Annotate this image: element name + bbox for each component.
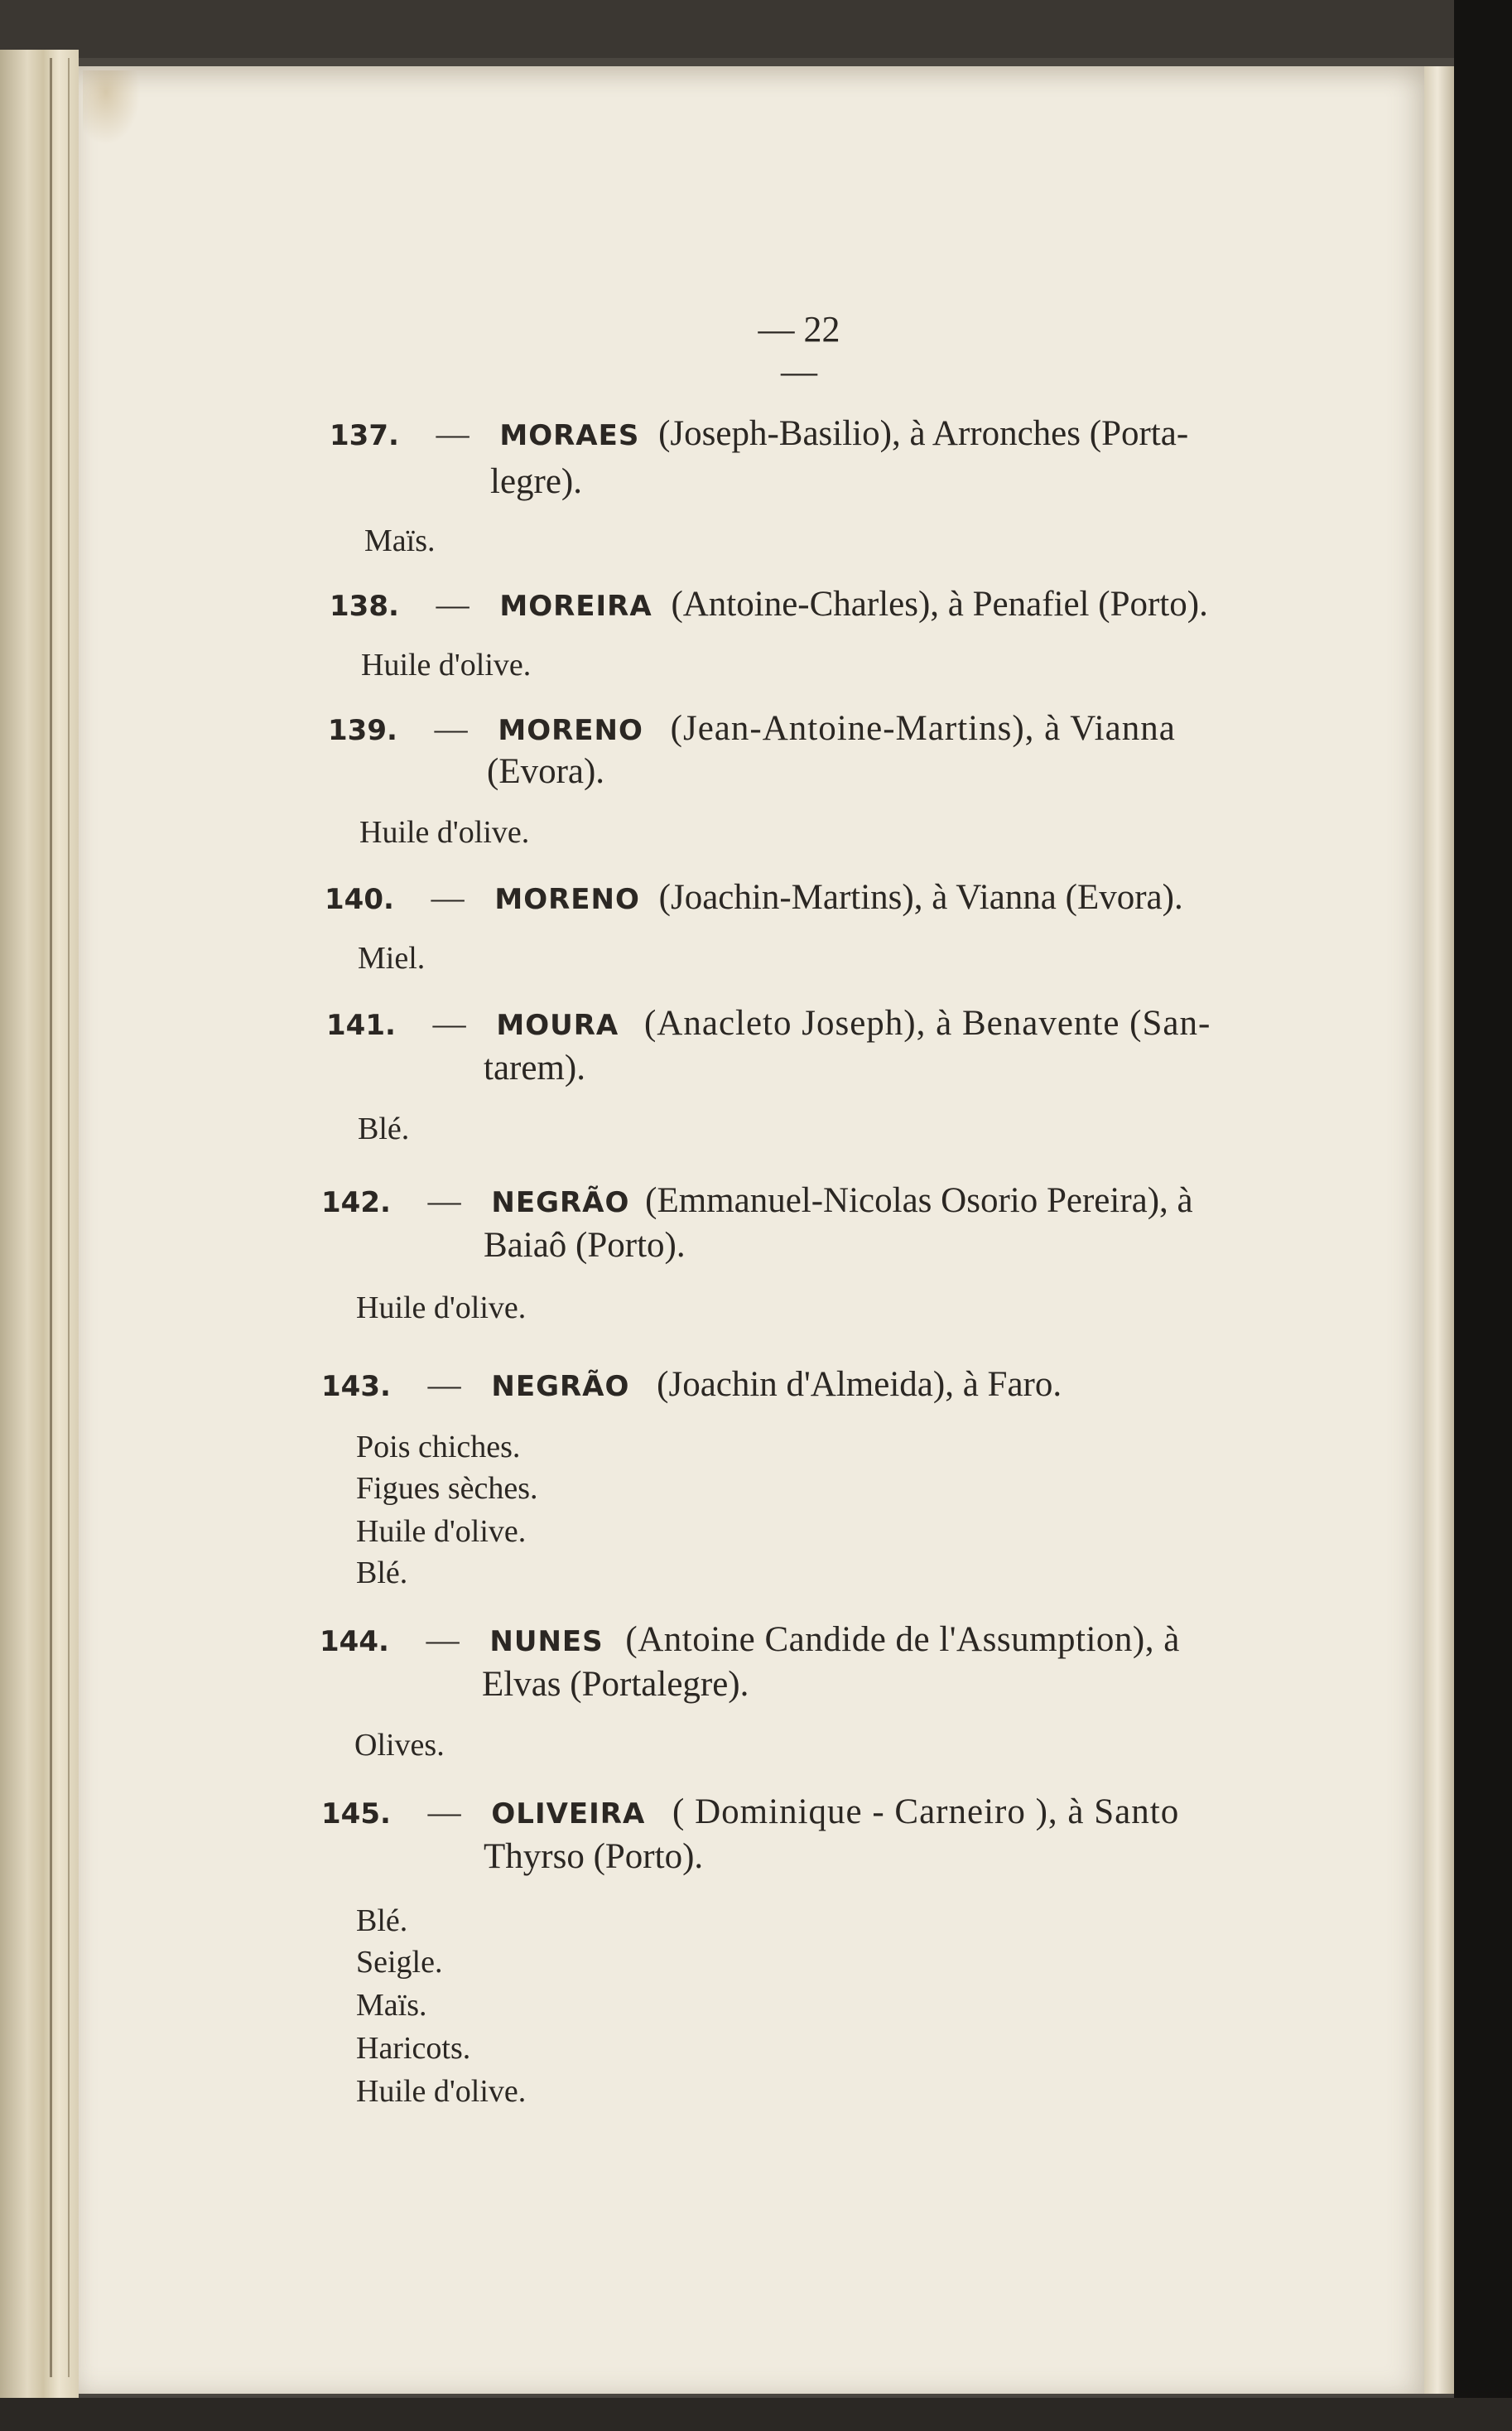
product-item: Seigle.: [356, 1945, 443, 1980]
binding-edge-line: [50, 58, 52, 2377]
entry-heading: [321, 1367, 1062, 1402]
entry-dash: —: [436, 415, 469, 452]
entry-continuation: Baiaô (Porto).: [484, 1226, 686, 1265]
exhibitor-name: OLIVEIRA: [491, 1797, 646, 1830]
entry-number: 144.: [320, 1625, 389, 1658]
entry-number: 137.: [330, 419, 399, 452]
exhibitor-details: (Joseph-Basilio), à Arronches (Porta-: [658, 414, 1189, 453]
entry-continuation: tarem).: [484, 1049, 585, 1088]
paper-stain: [83, 70, 141, 145]
entry-dash: —: [431, 879, 465, 916]
exhibitor-details: (Joachin d'Almeida), à Faro.: [657, 1365, 1062, 1404]
product-item: Blé.: [356, 1903, 408, 1938]
entry-heading: [325, 880, 1183, 915]
product-item: Maïs.: [356, 1988, 427, 2023]
product-item: Olives.: [354, 1728, 445, 1763]
entry-number: 145.: [321, 1797, 391, 1830]
entry-dash: —: [426, 1621, 460, 1658]
entry-continuation: Thyrso (Porto).: [484, 1837, 704, 1876]
product-item: Huile d'olive.: [361, 648, 532, 683]
product-item: Huile d'olive.: [356, 1290, 527, 1325]
entry-heading: [320, 1622, 1180, 1657]
exhibitor-name: NUNES: [489, 1625, 604, 1658]
entry-dash: —: [436, 586, 469, 623]
exhibitor-details: ( Dominique - Carneiro ), à Santo: [672, 1792, 1180, 1831]
product-item: Maïs.: [364, 523, 436, 558]
entry-heading: [328, 711, 1176, 746]
exhibitor-details: (Antoine-Charles), à Penafiel (Porto).: [671, 585, 1208, 624]
entry-number: 141.: [326, 1009, 396, 1042]
entry-dash: —: [427, 1366, 461, 1403]
entry-dash: —: [432, 1005, 466, 1042]
entry-continuation: (Evora).: [487, 752, 605, 791]
entry-heading: [321, 1794, 1179, 1830]
entry-dash: —: [427, 1793, 461, 1830]
product-item: Figues sèches.: [356, 1471, 538, 1506]
entry-number: 138.: [330, 590, 399, 623]
exhibitor-details: (Jean-Antoine-Martins), à Vianna: [670, 709, 1176, 748]
entry-number: 143.: [321, 1370, 391, 1403]
entry-dash: —: [427, 1182, 461, 1219]
scan-background-top: [0, 0, 1512, 58]
product-item: Huile d'olive.: [356, 2074, 527, 2109]
entry-number: 142.: [321, 1186, 391, 1219]
product-item: Haricots.: [356, 2031, 471, 2066]
exhibitor-details: (Emmanuel-Nicolas Osorio Pereira), à: [645, 1181, 1193, 1220]
entry-heading: [330, 416, 1323, 451]
page-number: — 22 —: [758, 309, 840, 392]
product-item: Pois chiches.: [356, 1430, 521, 1464]
entry-heading: [321, 1183, 1193, 1218]
exhibitor-name: MOREIRA: [499, 590, 652, 623]
entry-heading: [326, 1006, 1211, 1041]
exhibitor-name: MORENO: [494, 883, 640, 916]
entry-heading: [330, 586, 1208, 622]
scan-background-bottom: [0, 2398, 1512, 2431]
page-edge: [1424, 66, 1457, 2394]
exhibitor-name: NEGRÃO: [491, 1186, 630, 1219]
exhibitor-details: (Anacleto Joseph), à Benavente (San-: [643, 1004, 1211, 1043]
entry-continuation: legre).: [490, 462, 583, 501]
exhibitor-name: MORENO: [498, 714, 643, 747]
product-item: Blé.: [356, 1556, 408, 1590]
entry-continuation: Elvas (Portalegre).: [482, 1665, 749, 1704]
binding-edge-line: [68, 58, 70, 2377]
entry-number: 140.: [325, 883, 394, 916]
book-binding: [0, 50, 79, 2410]
exhibitor-name: NEGRÃO: [491, 1370, 630, 1403]
product-item: Miel.: [358, 941, 426, 976]
exhibitor-name: MOURA: [496, 1009, 619, 1042]
exhibitor-name: MORAES: [499, 419, 640, 452]
exhibitor-details: (Antoine Candide de l'Assumption), à: [625, 1620, 1180, 1659]
exhibitor-details: (Joachin-Martins), à Vianna (Evora).: [658, 878, 1183, 917]
product-item: Huile d'olive.: [359, 815, 530, 850]
product-item: Blé.: [358, 1112, 410, 1146]
product-item: Huile d'olive.: [356, 1514, 527, 1549]
entry-number: 139.: [328, 714, 397, 747]
entry-dash: —: [434, 710, 468, 747]
scan-background-right: [1454, 0, 1512, 2431]
